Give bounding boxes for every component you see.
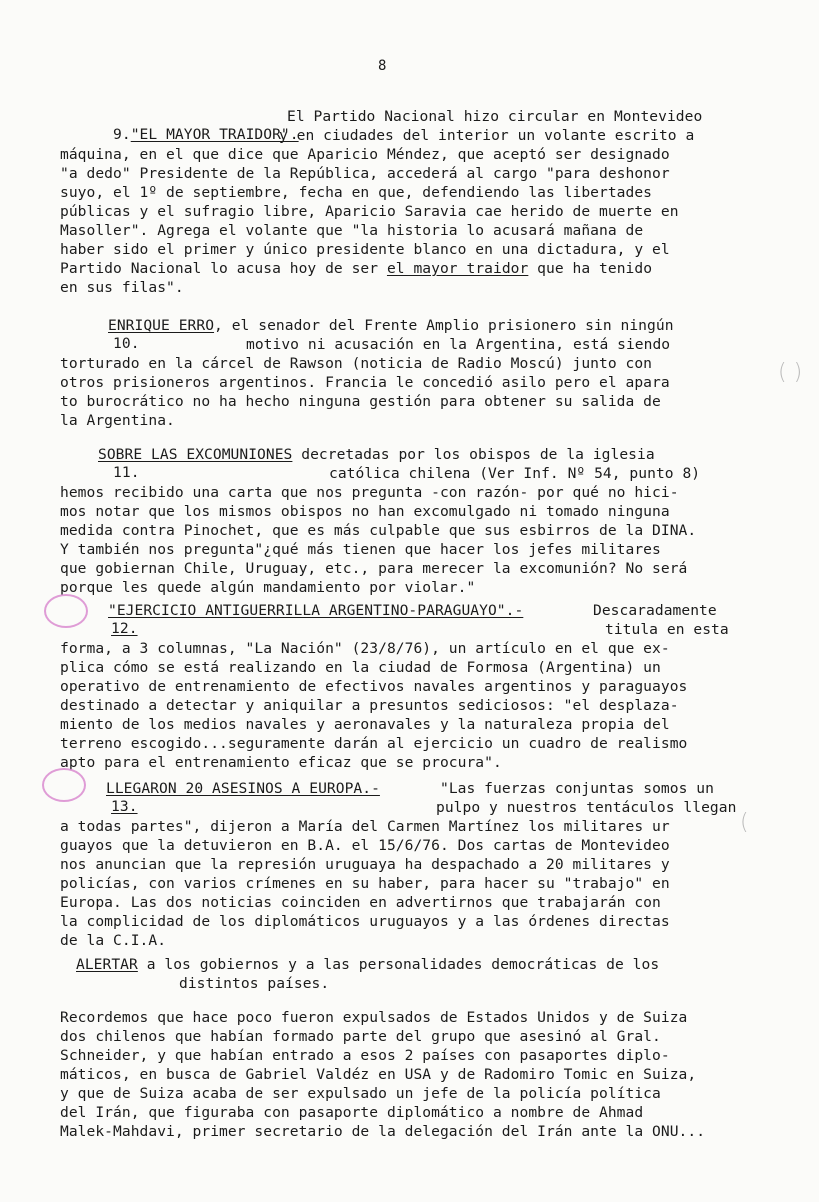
item-title: "EL MAYOR TRAIDOR".	[130, 126, 299, 143]
alert-label: ALERTAR	[76, 956, 138, 973]
text-line: pulpo y nuestros tentáculos llegan	[436, 799, 737, 816]
text-line: y que de Suiza acaba de ser expulsado un jefe de la policía política	[60, 1085, 661, 1102]
text-line: otros prisioneros argentinos. Francia le concedió asilo pero el apara	[60, 374, 670, 391]
item-number: 12.	[111, 620, 138, 637]
text-line: porque les quede algún mandamiento por violar."	[60, 579, 476, 596]
item-number: 10.	[113, 335, 140, 352]
page-number: 8	[378, 58, 387, 74]
text-line: y en ciudades del interior un volante escrito a	[279, 127, 695, 144]
text-line: apto para el entrenamiento eficaz que se procura".	[60, 754, 502, 771]
text-line: El Partido Nacional hizo circular en Montevideo	[287, 108, 703, 125]
text-line: forma, a 3 columnas, "La Nación" (23/8/76), un artículo en el que ex-	[60, 640, 670, 657]
text-line: destinado a detectar y aniquilar a presuntos sediciosos: "el desplaza-	[60, 697, 679, 714]
item-title: LLEGARON 20 ASESINOS A EUROPA.-	[106, 780, 380, 797]
underlined-phrase: el mayor traidor	[386, 260, 529, 277]
text-line: distintos países.	[179, 975, 330, 992]
item-number: 9.	[113, 126, 131, 143]
item-number: 11.	[113, 464, 140, 481]
binder-hole-mark: ( )	[778, 360, 803, 385]
text-line: a todas partes", dijeron a María del Carmen Martínez los militares ur	[60, 818, 670, 835]
text-line: máticos, en busca de Gabriel Valdéz en USA y de Radomiro Tomic en Suiza,	[60, 1066, 697, 1083]
text-line: Malek-Mahdavi, primer secretario de la delegación del Irán ante la ONU...	[60, 1123, 706, 1140]
text-line: Y también nos pregunta"¿qué más tienen que hacer los jefes militares	[60, 541, 661, 558]
text-line: dos chilenos que habían formado parte del grupo que asesinó al Gral.	[60, 1028, 661, 1045]
text-line: la Argentina.	[60, 412, 175, 429]
text-line: miento de los medios navales y aeronavales y la naturaleza propia del	[60, 716, 670, 733]
binder-hole-mark: (	[740, 810, 749, 835]
text-line: terreno escogido...seguramente darán al ejercicio un cuadro de realismo	[60, 735, 688, 752]
item-title: SOBRE LAS EXCOMUNIONES	[98, 446, 293, 463]
text-line: que gobiernan Chile, Uruguay, etc., para merecer la excomunión? No será	[60, 560, 688, 577]
text-line: Europa. Las dos noticias coinciden en advertirnos que trabajarán con	[60, 894, 661, 911]
text-line: torturado en la cárcel de Rawson (noticia de Radio Moscú) junto con	[60, 355, 653, 372]
text-line: Descaradamente	[593, 602, 717, 619]
text-line: to burocrático no ha hecho ninguna gestión para obtener su salida de	[60, 393, 661, 410]
text-line: públicas y el sufragio libre, Aparicio Saravia cae herido de muerte en	[60, 203, 679, 220]
text-line: la complicidad de los diplomáticos uruguayos y a las órdenes directas	[60, 913, 670, 930]
text-line: católica chilena (Ver Inf. Nº 54, punto 8)	[329, 465, 701, 482]
item-title: "EJERCICIO ANTIGUERRILLA ARGENTINO-PARAGUAYO".-	[108, 602, 524, 619]
text-line: guayos que la detuvieron en B.A. el 15/6/76. Dos cartas de Montevideo	[60, 837, 670, 854]
text-line: en sus filas".	[60, 279, 184, 296]
text-line: hemos recibido una carta que nos pregunta -con razón- por qué no hici-	[60, 484, 679, 501]
item-number: 13.	[111, 798, 138, 815]
text-line: decretadas por los obispos de la iglesia	[292, 446, 655, 463]
text-line: Partido Nacional lo acusa hoy de ser el mayor traidor que ha tenido	[60, 260, 653, 277]
text-line: , el senador del Frente Amplio prisionero sin ningún	[214, 317, 674, 334]
text-line: plica cómo se está realizando en la ciudad de Formosa (Argentina) un	[60, 659, 661, 676]
text-line: suyo, el 1º de septiembre, fecha en que, defendiendo las libertades	[60, 184, 653, 201]
text-line: del Irán, que figuraba con pasaporte diplomático a nombre de Ahmad	[60, 1104, 644, 1121]
text-line: mos notar que los mismos obispos no han excomulgado ni tomado ninguna	[60, 503, 670, 520]
text-line: Masoller". Agrega el volante que "la historia lo acusará mañana de	[60, 222, 644, 239]
text-line: a los gobiernos y a las personalidades democráticas de los	[137, 956, 660, 973]
item-title: ENRIQUE ERRO	[108, 317, 215, 334]
text-line: máquina, en el que dice que Aparicio Méndez, que aceptó ser designado	[60, 146, 670, 163]
text-line: operativo de entrenamiento de efectivos navales argentinos y paraguayos	[60, 678, 688, 695]
text-line: de la C.I.A.	[60, 932, 167, 949]
text-line: Schneider, y que habían entrado a esos 2 países con pasaportes diplo-	[60, 1047, 670, 1064]
text-line: motivo ni acusación en la Argentina, está siendo	[246, 336, 671, 353]
text-line: policías, con varios crímenes en su haber, para hacer su "trabajo" en	[60, 875, 670, 892]
text-line: titula en esta	[605, 621, 729, 638]
text-line: "Las fuerzas conjuntas somos un	[440, 780, 714, 797]
text-line: Recordemos que hace poco fueron expulsados de Estados Unidos y de Suiza	[60, 1009, 688, 1026]
text-line: medida contra Pinochet, que es más culpable que sus esbirros de la DINA.	[60, 522, 697, 539]
text-line: "a dedo" Presidente de la República, accederá al cargo "para deshonor	[60, 165, 670, 182]
text-line: haber sido el primer y único presidente blanco en una dictadura, y el	[60, 241, 670, 258]
text-line: nos anuncian que la represión uruguaya ha despachado a 20 militares y	[60, 856, 670, 873]
